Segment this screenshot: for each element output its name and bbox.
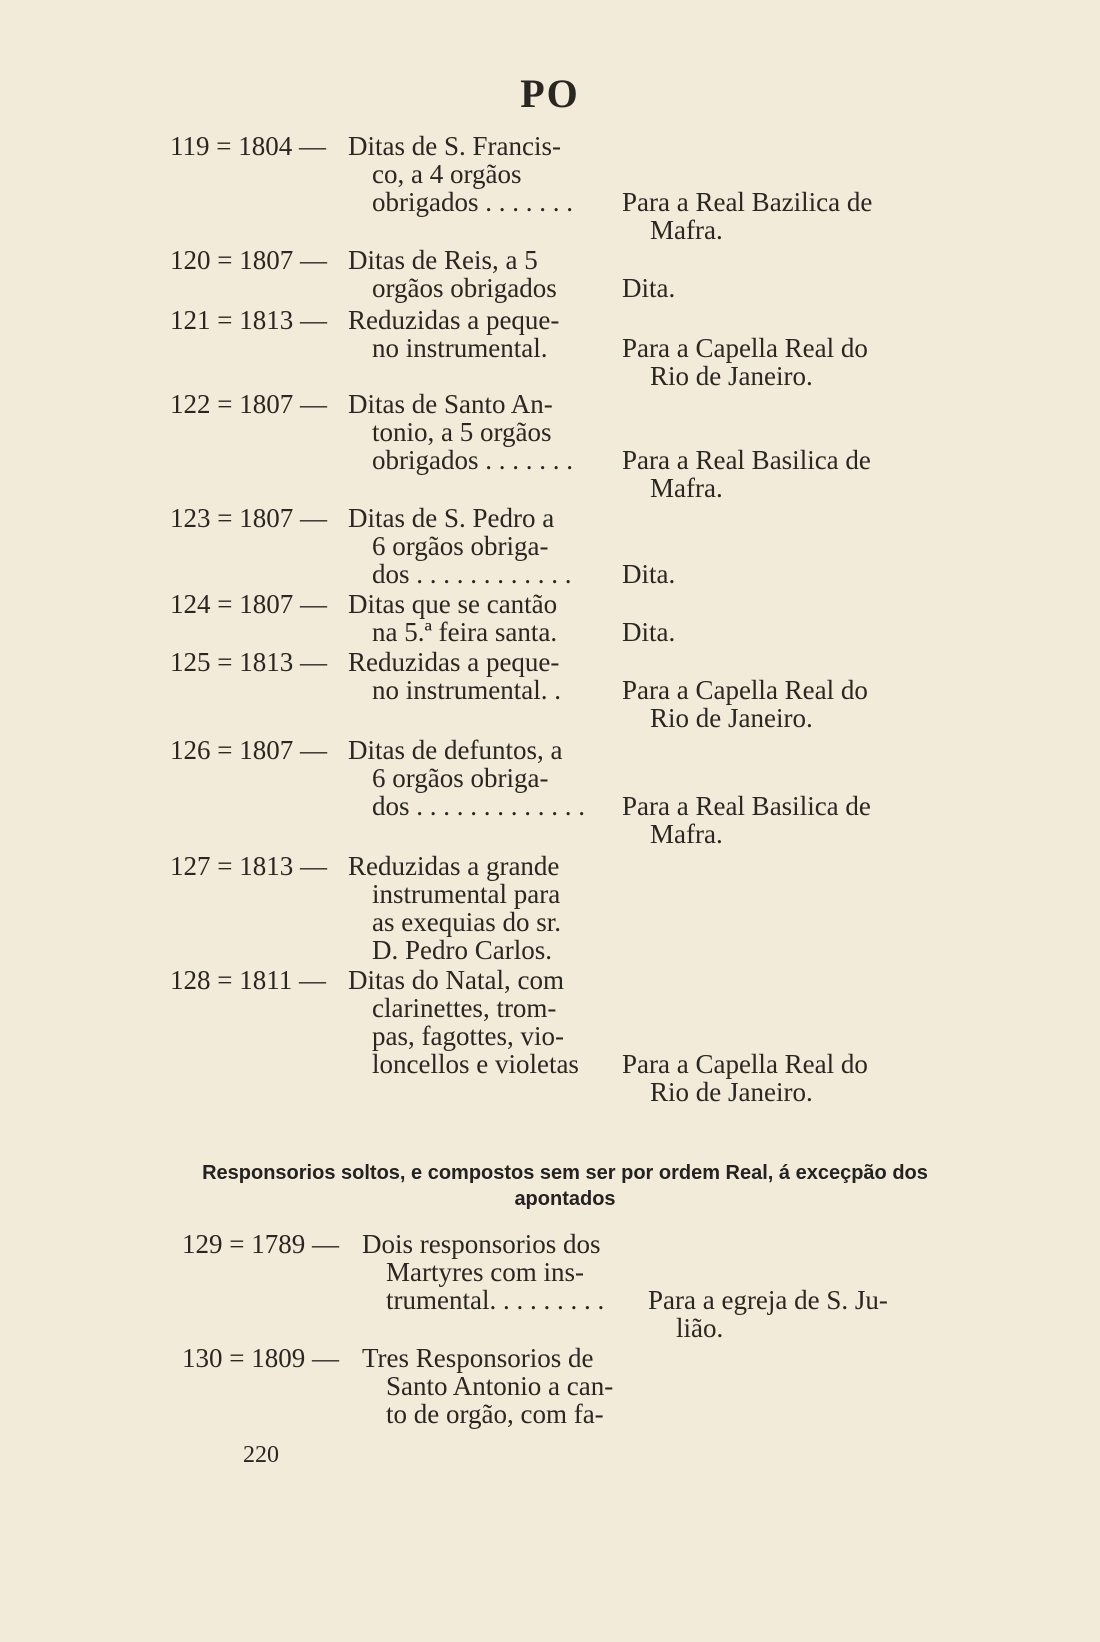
destination-line: Rio de Janeiro. bbox=[650, 361, 813, 391]
section-heading: Responsorios soltos, e compostos sem ser por ordem Real, á exceçpão dos apontados bbox=[202, 1162, 928, 1210]
description-line: Tres Responsorios de bbox=[362, 1343, 594, 1373]
entry-number-date: 126 = 1807 — bbox=[170, 735, 327, 765]
description-line: obrigados . . . . . . . bbox=[372, 187, 573, 217]
destination-line: Para a Real Basilica de bbox=[622, 445, 871, 475]
entry-destination bbox=[622, 1050, 868, 1106]
description-line: na 5.ª feira santa. bbox=[372, 617, 558, 647]
destination-line: Mafra. bbox=[650, 473, 723, 503]
description-line: D. Pedro Carlos. bbox=[372, 935, 552, 965]
destination-line: Rio de Janeiro. bbox=[650, 703, 813, 733]
description-line: Reduzidas a grande bbox=[348, 851, 560, 881]
entry-number-date: 123 = 1807 — bbox=[170, 503, 327, 533]
entry-number-date: 119 = 1804 — bbox=[170, 131, 326, 161]
description-line: Ditas de Reis, a 5 bbox=[348, 245, 538, 275]
destination-line: Para a Capella Real do bbox=[622, 1049, 868, 1079]
description-line: trumental. . . . . . . . . bbox=[386, 1285, 605, 1315]
description-line: orgãos obrigados bbox=[372, 273, 557, 303]
description-line: dos . . . . . . . . . . . . . bbox=[372, 791, 586, 821]
entry-number-date: 124 = 1807 — bbox=[170, 589, 327, 619]
entry-destination bbox=[622, 446, 871, 502]
entry-description bbox=[348, 246, 557, 302]
entry-number-date: 122 = 1807 — bbox=[170, 389, 327, 419]
description-line: 6 orgãos obriga- bbox=[372, 531, 549, 561]
destination-line: lião. bbox=[676, 1313, 724, 1343]
entry-destination bbox=[622, 560, 675, 588]
page-number: 220 bbox=[243, 1442, 279, 1468]
description-line: Ditas de S. Pedro a bbox=[348, 503, 555, 533]
description-line: Martyres com ins- bbox=[386, 1257, 584, 1287]
description-line: obrigados . . . . . . . bbox=[372, 445, 573, 475]
description-line: no instrumental. . bbox=[372, 675, 561, 705]
description-line: Santo Antonio a can- bbox=[386, 1371, 614, 1401]
description-line: Reduzidas a peque- bbox=[348, 305, 560, 335]
entry-description bbox=[348, 306, 559, 362]
entry-destination bbox=[622, 792, 871, 848]
entry-description bbox=[348, 504, 572, 588]
destination-line: Para a Real Bazilica de bbox=[622, 187, 873, 217]
entry-number-date: 129 = 1789 — bbox=[182, 1229, 339, 1259]
description-line: as exequias do sr. bbox=[372, 907, 561, 937]
description-line: Ditas que se cantão bbox=[348, 589, 558, 619]
entry-destination bbox=[622, 618, 675, 646]
description-line: Ditas de Santo An- bbox=[348, 389, 553, 419]
entry-number-date: 130 = 1809 — bbox=[182, 1343, 339, 1373]
entry-description bbox=[348, 852, 561, 964]
description-line: 6 orgãos obriga- bbox=[372, 763, 549, 793]
description-line: Reduzidas a peque- bbox=[348, 647, 560, 677]
entry-number-date: 127 = 1813 — bbox=[170, 851, 327, 881]
destination-line: Para a egreja de S. Ju- bbox=[648, 1285, 888, 1315]
entry-description bbox=[348, 966, 579, 1078]
entry-description bbox=[348, 736, 585, 820]
destination-line: Dita. bbox=[622, 559, 676, 589]
entry-description bbox=[348, 132, 573, 216]
entry-destination bbox=[622, 274, 675, 302]
entry-description bbox=[348, 590, 557, 646]
entry-description bbox=[348, 390, 573, 474]
entry-number-date: 125 = 1813 — bbox=[170, 647, 327, 677]
entry-description bbox=[362, 1344, 613, 1428]
description-line: to de orgão, com fa- bbox=[386, 1399, 604, 1429]
entry-number-date: 120 = 1807 — bbox=[170, 245, 327, 275]
description-line: clarinettes, trom- bbox=[372, 993, 557, 1023]
destination-line: Para a Capella Real do bbox=[622, 333, 868, 363]
description-line: Ditas de defuntos, a bbox=[348, 735, 563, 765]
entry-destination bbox=[648, 1286, 888, 1342]
description-line: co, a 4 orgãos bbox=[372, 159, 522, 189]
description-line: instrumental para bbox=[372, 879, 561, 909]
description-line: pas, fagottes, vio- bbox=[372, 1021, 564, 1051]
entry-description bbox=[362, 1230, 604, 1314]
description-line: no instrumental. bbox=[372, 333, 548, 363]
entry-destination bbox=[622, 676, 868, 732]
destination-line: Rio de Janeiro. bbox=[650, 1077, 813, 1107]
description-line: tonio, a 5 orgãos bbox=[372, 417, 552, 447]
destination-line: Mafra. bbox=[650, 215, 723, 245]
description-line: Ditas de S. Francis- bbox=[348, 131, 561, 161]
description-line: loncellos e violetas bbox=[372, 1049, 579, 1079]
destination-line: Para a Real Basilica de bbox=[622, 791, 871, 821]
running-header: PO bbox=[520, 71, 580, 116]
destination-line: Para a Capella Real do bbox=[622, 675, 868, 705]
destination-line: Dita. bbox=[622, 273, 676, 303]
description-line: Ditas do Natal, com bbox=[348, 965, 564, 995]
destination-line: Dita. bbox=[622, 617, 676, 647]
description-line: dos . . . . . . . . . . . . bbox=[372, 559, 572, 589]
entry-destination bbox=[622, 334, 868, 390]
entry-destination bbox=[622, 188, 872, 244]
description-line: Dois responsorios dos bbox=[362, 1229, 601, 1259]
destination-line: Mafra. bbox=[650, 819, 723, 849]
entry-number-date: 128 = 1811 — bbox=[170, 965, 326, 995]
entry-number-date: 121 = 1813 — bbox=[170, 305, 327, 335]
entry-description bbox=[348, 648, 561, 704]
